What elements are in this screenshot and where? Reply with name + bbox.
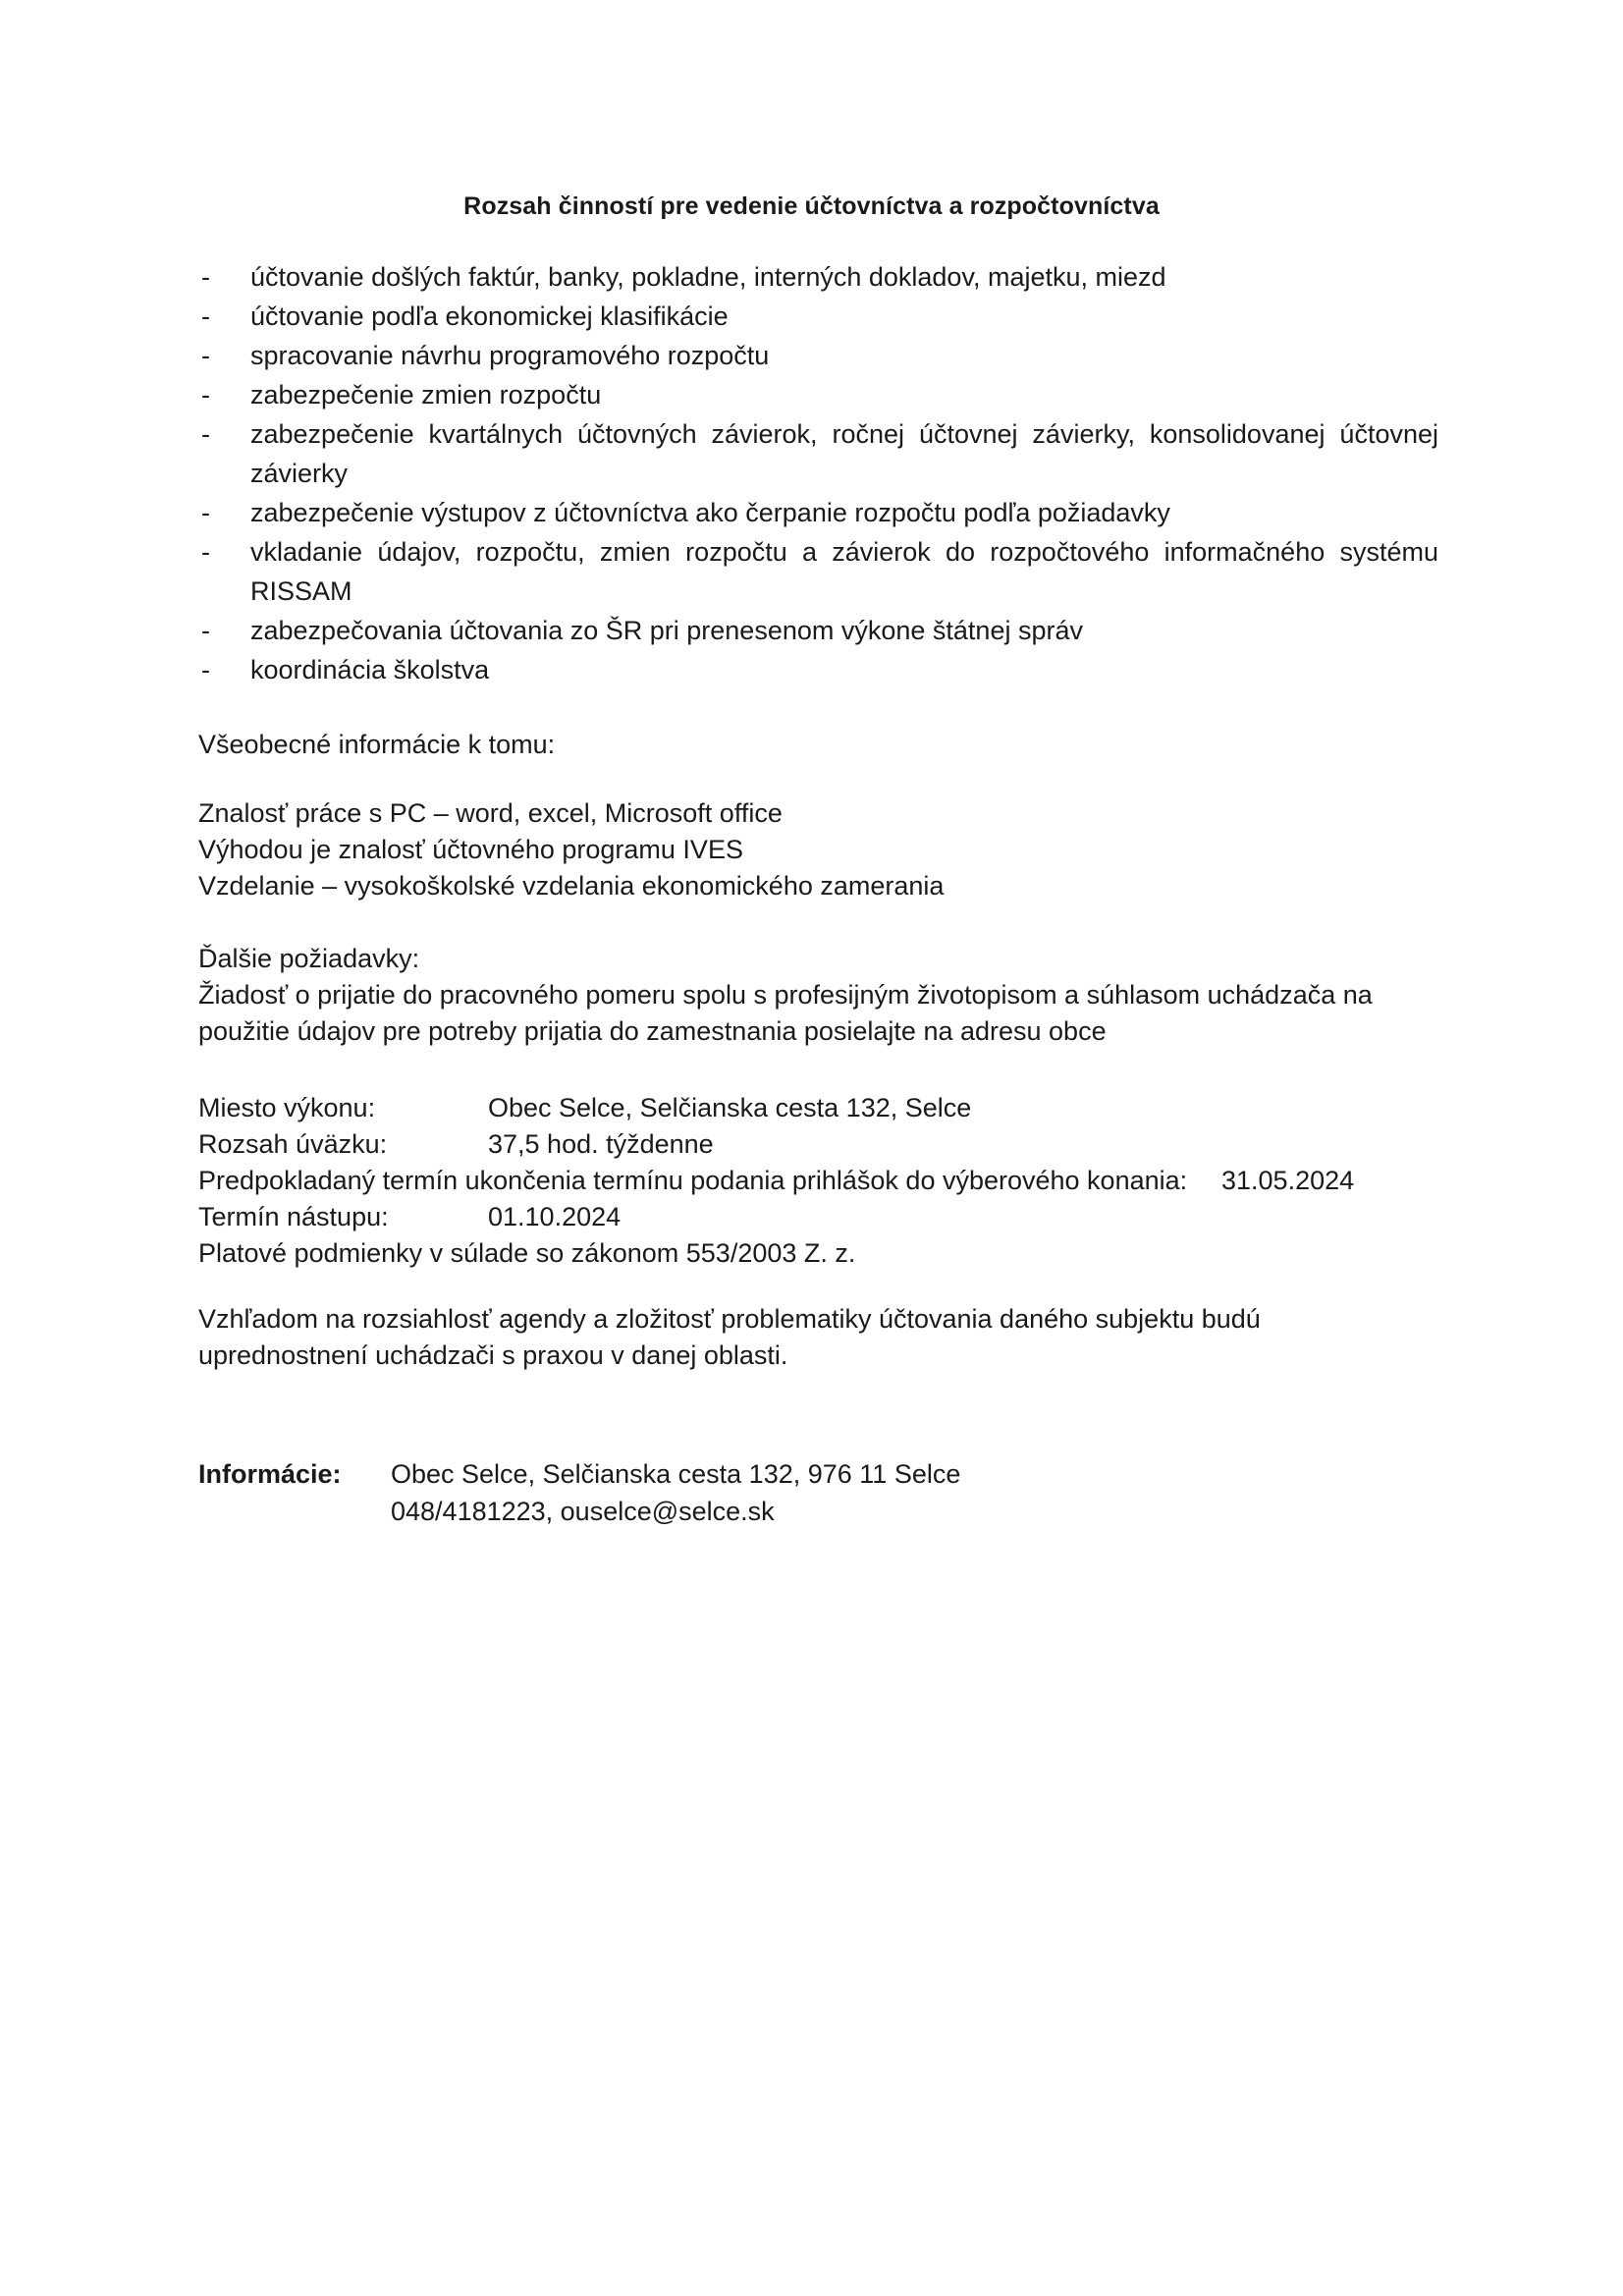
place-label: Miesto výkonu: — [198, 1093, 376, 1122]
start-label: Termín nástupu: — [198, 1202, 389, 1231]
general-line: Vzdelanie – vysokoškolské vzdelania ekonomického zamerania — [198, 871, 945, 901]
start-row — [198, 1199, 1475, 1235]
list-item — [201, 493, 1438, 532]
further-requirements — [198, 941, 1475, 1050]
list-item-text: vkladanie údajov, rozpočtu, zmien rozpočtu a závierok do rozpočtového informačného systému RISSAM — [250, 537, 1438, 606]
activity-list — [201, 257, 1438, 689]
deadline-value: 31.05.2024 — [1221, 1166, 1355, 1195]
list-item — [201, 336, 1438, 375]
general-info — [198, 795, 1475, 904]
list-item-text: účtovanie došlých faktúr, banky, pokladne, interných dokladov, majetku, miezd — [250, 262, 1166, 292]
list-item — [201, 257, 1438, 297]
list-item-text: zabezpečenie kvartálnych účtovných závierok, ročnej účtovnej závierky, konsolidovanej účtovnej závierky — [250, 419, 1438, 488]
list-item-text: účtovanie podľa ekonomickej klasifikácie — [250, 301, 729, 331]
place-row — [198, 1090, 1475, 1126]
bullet-dash: - — [201, 301, 210, 331]
closing-text: Vzhľadom na rozsiahlosť agendy a zložitosť problematiky účtovania daného subjektu budú uprednostnení uchádzači s praxou v danej oblasti. — [198, 1304, 1261, 1370]
bullet-dash: - — [201, 498, 210, 527]
further-text: Žiadosť o prijatie do pracovného pomeru spolu s profesijným životopisom a súhlasom uchádzača na použitie údajov pre potreby prijatia do zamestnania posielajte na adresu obce — [198, 980, 1373, 1046]
contact-details — [391, 1455, 960, 1530]
list-item-text: koordinácia školstva — [250, 655, 490, 684]
list-item — [201, 297, 1438, 336]
job-details — [198, 1090, 1475, 1272]
contact-address: Obec Selce, Selčianska cesta 132, 976 11 Selce — [391, 1459, 961, 1489]
list-item-text: spracovanie návrhu programového rozpočtu — [250, 341, 770, 370]
further-heading: Ďalšie požiadavky: — [198, 944, 420, 973]
general-line: Znalosť práce s PC – word, excel, Microsoft office — [198, 798, 783, 828]
salary-text: Platové podmienky v súlade so zákonom 553/2003 Z. z. — [198, 1238, 856, 1268]
general-heading: Všeobecné informácie k tomu: — [198, 730, 556, 759]
document-title: Rozsah činností pre vedenie účtovníctva a rozpočtovníctva — [463, 192, 1160, 220]
salary-row — [198, 1235, 1475, 1272]
list-item — [201, 375, 1438, 414]
list-item — [201, 650, 1438, 689]
bullet-dash: - — [201, 419, 210, 449]
bullet-dash: - — [201, 341, 210, 370]
list-item — [201, 611, 1438, 650]
general-line: Výhodou je znalosť účtovného programu IVES — [198, 835, 743, 864]
list-item — [201, 414, 1438, 493]
bullet-dash: - — [201, 380, 210, 410]
list-item-text: zabezpečenie výstupov z účtovníctva ako čerpanie rozpočtu podľa požiadavky — [250, 498, 1170, 527]
contact-phone-email: 048/4181223, ouselce@selce.sk — [391, 1497, 775, 1526]
start-value: 01.10.2024 — [488, 1202, 622, 1231]
bullet-dash: - — [201, 616, 210, 645]
list-item-text: zabezpečenie zmien rozpočtu — [250, 380, 602, 410]
contact-label: Informácie: — [198, 1459, 342, 1489]
scope-label: Rozsah úväzku: — [198, 1129, 388, 1159]
bullet-dash: - — [201, 655, 210, 684]
bullet-dash: - — [201, 537, 210, 567]
deadline-row — [198, 1163, 1475, 1199]
list-item — [201, 532, 1438, 611]
bullet-dash: - — [201, 262, 210, 292]
scope-value: 37,5 hod. týždenne — [488, 1129, 714, 1159]
list-item-text: zabezpečovania účtovania zo ŠR pri prenesenom výkone štátnej správ — [250, 616, 1083, 645]
place-value: Obec Selce, Selčianska cesta 132, Selce — [488, 1093, 972, 1122]
scope-row — [198, 1126, 1475, 1163]
deadline-label: Predpokladaný termín ukončenia termínu podania prihlášok do výberového konania: — [198, 1166, 1188, 1195]
